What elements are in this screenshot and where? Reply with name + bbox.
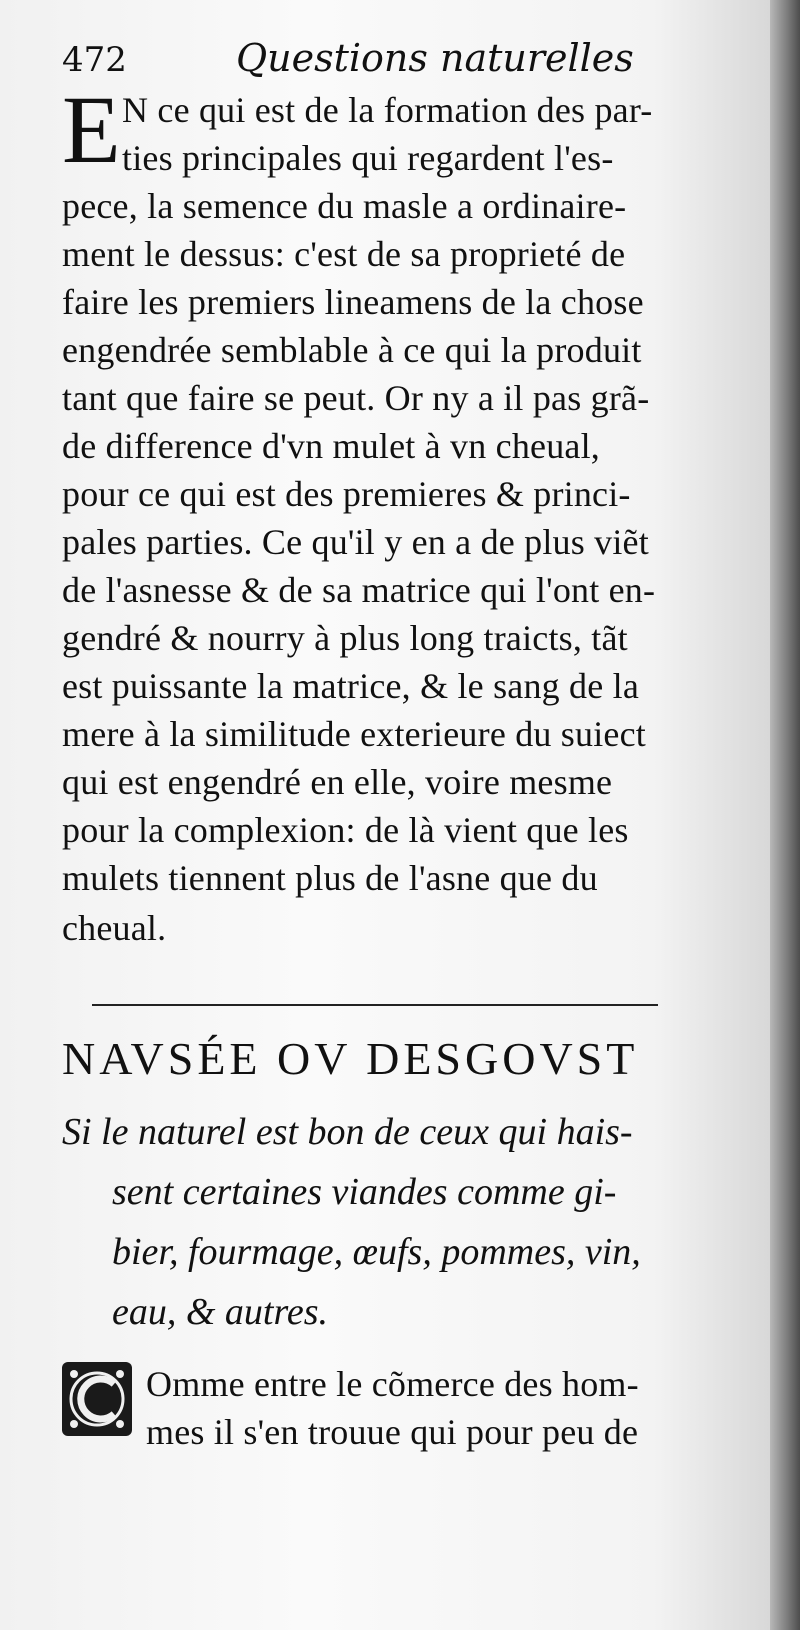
ornamental-initial-icon <box>62 1362 132 1436</box>
page-number: 472 <box>62 40 127 80</box>
drop-cap: E <box>62 76 121 183</box>
text-line: cheual. <box>62 908 167 948</box>
text-line: de l'asnesse & de sa matrice qui l'ont en- <box>62 570 656 610</box>
question-line: bier, fourmage, œufs, pommes, vin, <box>112 1231 641 1273</box>
running-title: Questions naturelles <box>236 36 634 80</box>
text-line: ment le dessus: c'est de sa proprieté de <box>62 234 626 274</box>
text-line: ties principales qui regardent l'es- <box>122 138 614 178</box>
text-line: Omme entre le cõmerce des hom- <box>146 1364 639 1404</box>
text-line: qui est engendré en elle, voire mesme <box>62 762 613 802</box>
text-line: pece, la semence du masle a ordinaire- <box>62 186 627 226</box>
text-line: N ce qui est de la formation des par- <box>122 90 653 130</box>
question-line: sent certaines viandes comme gi- <box>112 1171 617 1213</box>
text-line: est puissante la matrice, & le sang de la <box>62 666 640 706</box>
section-heading: NAVSÉE OV DESGOVST <box>62 1033 639 1084</box>
text-line: faire les premiers lineamens de la chose <box>62 282 644 322</box>
question-line: Si le naturel est bon de ceux qui hais- <box>62 1111 633 1153</box>
text-line: mere à la similitude exterieure du suiect <box>62 714 646 754</box>
section-divider <box>92 1004 658 1006</box>
page-edge <box>770 0 800 1630</box>
text-line: tant que faire se peut. Or ny a il pas grã- <box>62 378 650 418</box>
text-line: gendré & nourry à plus long traicts, tãt <box>62 618 628 658</box>
question-line: eau, & autres. <box>112 1291 329 1333</box>
text-line: mes il s'en trouue qui pour peu de <box>146 1412 639 1452</box>
text-line: pour la complexion: de là vient que les <box>62 810 629 850</box>
text-line: de difference d'vn mulet à vn cheual, <box>62 426 600 466</box>
text-line: engendrée semblable à ce qui la produit <box>62 330 642 370</box>
text-line: pales parties. Ce qu'il y en a de plus viẽt <box>62 522 649 562</box>
text-line: mulets tiennent plus de l'asne que du <box>62 858 598 898</box>
text-line: pour ce qui est des premieres & princi- <box>62 474 631 514</box>
